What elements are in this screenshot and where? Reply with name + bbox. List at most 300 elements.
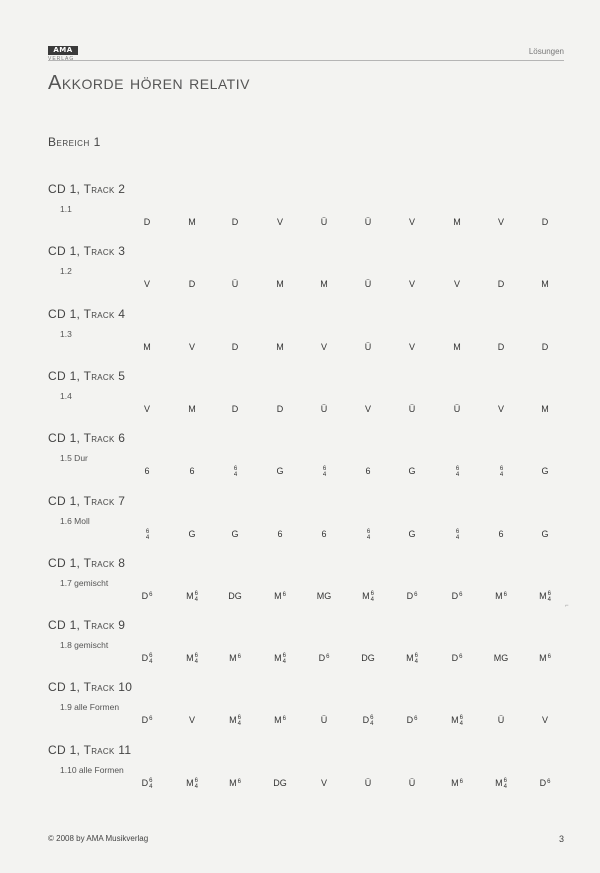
chord-symbol (486, 591, 516, 601)
track-title: CD 1, Track 10 (48, 680, 133, 695)
chord-base: V (408, 217, 415, 227)
chord-base: D (497, 279, 505, 290)
chord-symbol (530, 778, 560, 788)
chord-figure-stack (234, 466, 237, 478)
chord-figure-digit: 4 (145, 534, 150, 541)
track-title: CD 1, Track 11 (48, 742, 132, 757)
chord-base: M (453, 217, 461, 227)
chord-superscript: 6 (459, 654, 463, 661)
chord-symbol (530, 529, 560, 539)
chord-base: Ü (497, 715, 505, 726)
chord-superscript: 6 (503, 591, 507, 598)
chord-figure-stack (367, 529, 370, 541)
corner-mark: ⌐ (565, 603, 569, 609)
chord-symbol (220, 529, 250, 539)
chord-base: M (451, 715, 459, 726)
chord-base: M (186, 777, 194, 788)
chord-base: M (186, 590, 194, 601)
page-title: Akkorde hören relativ (48, 72, 250, 94)
chord-symbol (177, 778, 207, 790)
chord-symbol (353, 529, 383, 541)
chord-symbol (309, 778, 339, 788)
chord-figure-stack (149, 653, 152, 665)
chord-symbol (265, 591, 295, 601)
chord-superscript: 6 (149, 591, 153, 598)
chord-symbol (442, 404, 472, 414)
chord-symbol (442, 466, 472, 478)
chord-symbol (132, 591, 162, 601)
track-row (0, 182, 600, 244)
chord-symbol (530, 653, 560, 663)
track-row (0, 307, 600, 369)
chord-base: G (541, 466, 549, 477)
chord-superscript: 6 (149, 716, 153, 723)
chord-base: M (539, 590, 547, 601)
chord-superscript: 6 (547, 778, 551, 785)
track-row (0, 680, 600, 742)
chord-symbol (397, 591, 427, 601)
chord-symbol (220, 279, 250, 289)
chord-base: G (408, 466, 416, 477)
chord-symbol (265, 653, 295, 665)
exercise-label: 1.9 alle Formen (60, 702, 120, 713)
chord-base: M (362, 590, 370, 601)
chord-symbol (177, 715, 207, 725)
chord-figure-digit: 4 (547, 596, 551, 603)
chord-symbol (220, 653, 250, 663)
chord-symbol (530, 715, 560, 725)
chord-figure-digit: 4 (370, 721, 374, 728)
chord-symbol (353, 466, 383, 476)
chord-figure-digit: 4 (233, 472, 238, 479)
chord-figure-stack (500, 466, 503, 478)
chord-base: V (143, 279, 150, 290)
track-row (0, 244, 600, 306)
exercise-label: 1.1 (60, 204, 72, 214)
chord-figure-stack (323, 466, 326, 478)
chord-symbol (177, 466, 207, 476)
chord-symbol (132, 653, 162, 665)
chord-figure-digit: 4 (366, 534, 371, 541)
chord-symbol (220, 404, 250, 414)
chord-symbol (530, 217, 560, 227)
chord-base: MG (493, 653, 509, 664)
chord-symbol (309, 715, 339, 725)
chord-superscript: 6 (459, 778, 463, 785)
chord-symbol (442, 591, 472, 601)
chord-base: D (541, 341, 549, 352)
chord-base: M (274, 590, 282, 601)
chord-base: D (541, 217, 549, 227)
chord-figure-digit: 6 (194, 777, 198, 784)
chord-symbol (309, 404, 339, 414)
chord-figure-stack (504, 778, 507, 790)
chord-symbol (530, 591, 560, 603)
chord-base: M (274, 715, 282, 726)
chord-symbol (486, 715, 516, 725)
chord-figure-stack (548, 591, 551, 603)
track-title: CD 1, Track 6 (48, 431, 126, 446)
chord-symbol (132, 342, 162, 352)
chord-base: 6 (365, 466, 371, 477)
chord-base: V (364, 403, 371, 414)
chord-symbol (309, 279, 339, 289)
chord-base: M (495, 777, 503, 788)
chord-base: Ü (320, 217, 328, 227)
chord-symbol (132, 217, 162, 227)
chord-symbol (397, 715, 427, 725)
track-row (0, 556, 600, 618)
chord-figure-stack (371, 591, 374, 603)
chord-symbol (442, 342, 472, 352)
chord-base: D (406, 590, 414, 601)
chord-base: M (276, 341, 284, 352)
chord-base: V (408, 341, 415, 352)
chord-base: D (141, 715, 149, 726)
chord-symbol (353, 653, 383, 663)
chord-base: D (141, 590, 149, 601)
exercise-label: 1.10 alle Formen (60, 764, 124, 775)
chord-base: M (229, 715, 237, 726)
chord-base: G (231, 528, 239, 539)
chord-symbol (265, 529, 295, 539)
chord-figure-digit: 6 (414, 653, 418, 660)
chord-symbol (442, 529, 472, 541)
chord-base: D (318, 653, 326, 664)
chord-symbol (397, 404, 427, 414)
chord-base: Ü (364, 341, 372, 352)
chord-figure-digit: 6 (149, 777, 153, 784)
chord-figure-digit: 4 (194, 596, 198, 603)
chord-base: V (497, 217, 504, 227)
chord-figure-digit: 6 (370, 715, 374, 722)
exercise-label: 1.6 Moll (60, 515, 90, 526)
chord-figure-digit: 6 (455, 528, 460, 535)
chord-base: D (406, 715, 414, 726)
chord-symbol (353, 778, 383, 788)
chord-base: Ü (408, 777, 416, 788)
chord-symbol (132, 778, 162, 790)
chord-figure-digit: 4 (455, 472, 460, 479)
chord-symbol (353, 404, 383, 414)
chord-symbol (132, 279, 162, 289)
chord-symbol (486, 404, 516, 414)
chord-base: D (188, 279, 196, 290)
chord-symbol (177, 279, 207, 289)
chord-base: M (495, 590, 503, 601)
chord-symbol (309, 217, 339, 227)
chord-figure-stack (149, 778, 152, 790)
chord-figure-stack (460, 715, 463, 727)
chord-symbol (397, 778, 427, 788)
chord-base: G (408, 528, 416, 539)
track-row (0, 494, 600, 556)
chord-figure-digit: 4 (459, 721, 463, 728)
chord-symbol (265, 778, 295, 788)
chord-symbol (397, 466, 427, 476)
chord-symbol (486, 653, 516, 663)
chord-base: D (231, 341, 239, 352)
chord-figure-digit: 4 (414, 659, 418, 666)
chord-symbol (397, 342, 427, 352)
chord-base: Ü (364, 217, 372, 227)
chord-superscript: 6 (237, 654, 241, 661)
chord-figure-stack (146, 529, 149, 541)
chord-base: 6 (144, 466, 150, 477)
chord-figure-stack (415, 653, 418, 665)
chord-symbol (177, 342, 207, 352)
chord-base: V (188, 715, 195, 726)
track-title: CD 1, Track 5 (48, 368, 126, 383)
chord-figure-digit: 4 (503, 783, 507, 790)
chord-figure-stack (370, 715, 373, 727)
chord-base: D (362, 715, 370, 726)
chord-symbol (265, 715, 295, 725)
chord-figure-digit: 6 (455, 466, 460, 473)
chord-symbol (220, 342, 250, 352)
chord-symbol (353, 279, 383, 289)
chord-symbol (177, 217, 207, 227)
chord-base: Ü (364, 777, 372, 788)
chord-base: V (541, 715, 548, 726)
chord-base: M (188, 217, 196, 227)
track-title: CD 1, Track 4 (48, 306, 126, 321)
chord-figure-digit: 6 (459, 715, 463, 722)
chord-figure-digit: 6 (282, 653, 286, 660)
track-row (0, 618, 600, 680)
chord-base: V (453, 279, 460, 290)
chord-base: M (539, 653, 547, 664)
chord-symbol (442, 217, 472, 227)
chord-figure-digit: 4 (194, 783, 198, 790)
header-rule (48, 60, 564, 61)
chord-base: D (497, 341, 505, 352)
chord-base: D (276, 403, 284, 414)
chord-base: Ü (320, 403, 328, 414)
chord-base: D (231, 217, 239, 227)
chord-superscript: 6 (414, 591, 418, 598)
chord-base: Ü (320, 715, 328, 726)
chord-figure-stack (456, 466, 459, 478)
chord-base: D (451, 653, 459, 664)
chord-base: 6 (277, 528, 283, 539)
chord-base: G (276, 466, 284, 477)
track-row (0, 743, 600, 805)
chord-base: M (143, 341, 151, 352)
section-tag: Lösungen (528, 47, 564, 56)
chord-symbol (132, 529, 162, 541)
chord-symbol (397, 529, 427, 539)
chord-symbol (442, 653, 472, 663)
chord-base: DG (273, 777, 287, 788)
chord-base: M (186, 653, 194, 664)
chord-base: M (406, 653, 414, 664)
chord-figure-digit: 4 (149, 783, 153, 790)
chord-base: G (541, 528, 549, 539)
track-title: CD 1, Track 2 (48, 182, 126, 196)
exercise-label: 1.3 (60, 328, 72, 339)
chord-symbol (309, 529, 339, 539)
chord-symbol (220, 715, 250, 727)
exercise-label: 1.4 (60, 390, 72, 401)
exercise-label: 1.5 Dur (60, 453, 88, 464)
exercise-label: 1.8 gemischt (60, 640, 109, 651)
chord-base: V (497, 403, 504, 414)
track-title: CD 1, Track 3 (48, 244, 126, 259)
chord-superscript: 6 (282, 591, 286, 598)
chord-figure-digit: 6 (499, 466, 504, 473)
chord-superscript: 6 (459, 591, 463, 598)
chord-base: 6 (321, 528, 327, 539)
chord-symbol (486, 342, 516, 352)
chord-base: M (320, 279, 328, 290)
chord-symbol (220, 778, 250, 788)
chord-base: V (276, 217, 283, 227)
track-title: CD 1, Track 9 (48, 618, 126, 633)
chord-symbol (265, 342, 295, 352)
copyright: © 2008 by AMA Musikverlag (48, 834, 149, 843)
chord-symbol (486, 529, 516, 539)
chord-base: D (143, 217, 151, 227)
chord-base: DG (361, 653, 375, 664)
chord-figure-digit: 6 (194, 653, 198, 660)
chord-figure-digit: 4 (499, 472, 504, 479)
chord-symbol (177, 529, 207, 539)
chord-base: V (143, 403, 150, 414)
chord-symbol (132, 715, 162, 725)
chord-symbol (442, 279, 472, 289)
chord-symbol (220, 591, 250, 601)
chord-symbol (353, 591, 383, 603)
chord-superscript: 6 (282, 716, 286, 723)
chord-symbol (309, 653, 339, 663)
chord-superscript: 6 (414, 716, 418, 723)
chord-symbol (265, 279, 295, 289)
chord-symbol (309, 591, 339, 601)
chord-symbol (220, 217, 250, 227)
chord-base: D (141, 777, 149, 788)
chord-figure-stack (195, 653, 198, 665)
exercise-label: 1.2 (60, 266, 72, 277)
chord-symbol (486, 778, 516, 790)
chord-superscript: 6 (326, 654, 330, 661)
chord-base: M (541, 279, 549, 290)
chord-figure-digit: 6 (194, 590, 198, 597)
chord-base: 6 (189, 466, 195, 477)
chord-symbol (530, 279, 560, 289)
chord-base: M (276, 279, 284, 290)
chord-figure-digit: 4 (322, 472, 327, 479)
chord-symbol (353, 342, 383, 352)
chord-figure-digit: 4 (237, 721, 241, 728)
exercise-label: 1.7 gemischt (60, 577, 109, 588)
chord-base: M (453, 341, 461, 352)
chord-base: M (229, 653, 237, 664)
chord-base: Ü (231, 279, 239, 290)
chord-symbol (530, 342, 560, 352)
section-heading: Bereich 1 (48, 135, 101, 149)
chord-figure-stack (195, 778, 198, 790)
chord-symbol (132, 466, 162, 476)
chord-base: D (539, 777, 547, 788)
chord-base: MG (316, 590, 332, 601)
chord-base: V (188, 341, 195, 352)
logo-text: AMA (48, 46, 78, 55)
chord-figure-digit: 6 (370, 590, 374, 597)
chord-symbol (309, 342, 339, 352)
track-title: CD 1, Track 7 (48, 493, 126, 508)
chord-symbol (265, 466, 295, 476)
chord-symbol (397, 217, 427, 227)
chord-base: V (320, 777, 327, 788)
chord-symbol (265, 404, 295, 414)
chord-figure-stack (238, 715, 241, 727)
chord-base: M (541, 403, 549, 414)
chord-figure-digit: 4 (149, 659, 153, 666)
chord-symbol (442, 715, 472, 727)
chord-base: 6 (498, 528, 504, 539)
chord-figure-digit: 6 (503, 777, 507, 784)
chord-figure-stack (195, 591, 198, 603)
chord-symbol (353, 217, 383, 227)
chord-figure-digit: 4 (370, 596, 374, 603)
chord-base: Ü (364, 279, 372, 290)
chord-symbol (530, 404, 560, 414)
chord-base: M (451, 777, 459, 788)
chord-base: Ü (408, 403, 416, 414)
chord-figure-digit: 6 (149, 653, 153, 660)
chord-symbol (486, 279, 516, 289)
chord-symbol (486, 217, 516, 227)
chord-symbol (486, 466, 516, 478)
track-title: CD 1, Track 8 (48, 555, 126, 570)
chord-symbol (177, 404, 207, 414)
chord-base: M (188, 403, 196, 414)
chord-figure-stack (283, 653, 286, 665)
chord-symbol (442, 778, 472, 788)
chord-base: M (229, 777, 237, 788)
chord-figure-digit: 6 (233, 466, 238, 473)
chord-base: V (320, 341, 327, 352)
chord-base: D (451, 590, 459, 601)
chord-symbol (397, 653, 427, 665)
chord-figure-digit: 6 (322, 466, 327, 473)
chord-figure-digit: 4 (194, 659, 198, 666)
chord-symbol (353, 715, 383, 727)
chord-figure-digit: 6 (547, 590, 551, 597)
logo-subtext: VERLAG (48, 56, 75, 62)
track-row (0, 369, 600, 431)
chord-symbol (265, 217, 295, 227)
chord-base: DG (228, 590, 242, 601)
chord-base: G (188, 528, 196, 539)
chord-superscript: 6 (237, 778, 241, 785)
chord-base: D (231, 403, 239, 414)
chord-symbol (530, 466, 560, 476)
chord-superscript: 6 (547, 654, 551, 661)
chord-figure-digit: 6 (237, 715, 241, 722)
track-row (0, 431, 600, 493)
chord-symbol (309, 466, 339, 478)
chord-symbol (397, 279, 427, 289)
chord-base: Ü (453, 403, 461, 414)
chord-symbol (220, 466, 250, 478)
chord-base: M (274, 653, 282, 664)
chord-symbol (177, 591, 207, 603)
chord-figure-stack (456, 529, 459, 541)
chord-symbol (177, 653, 207, 665)
chord-base: V (408, 279, 415, 290)
